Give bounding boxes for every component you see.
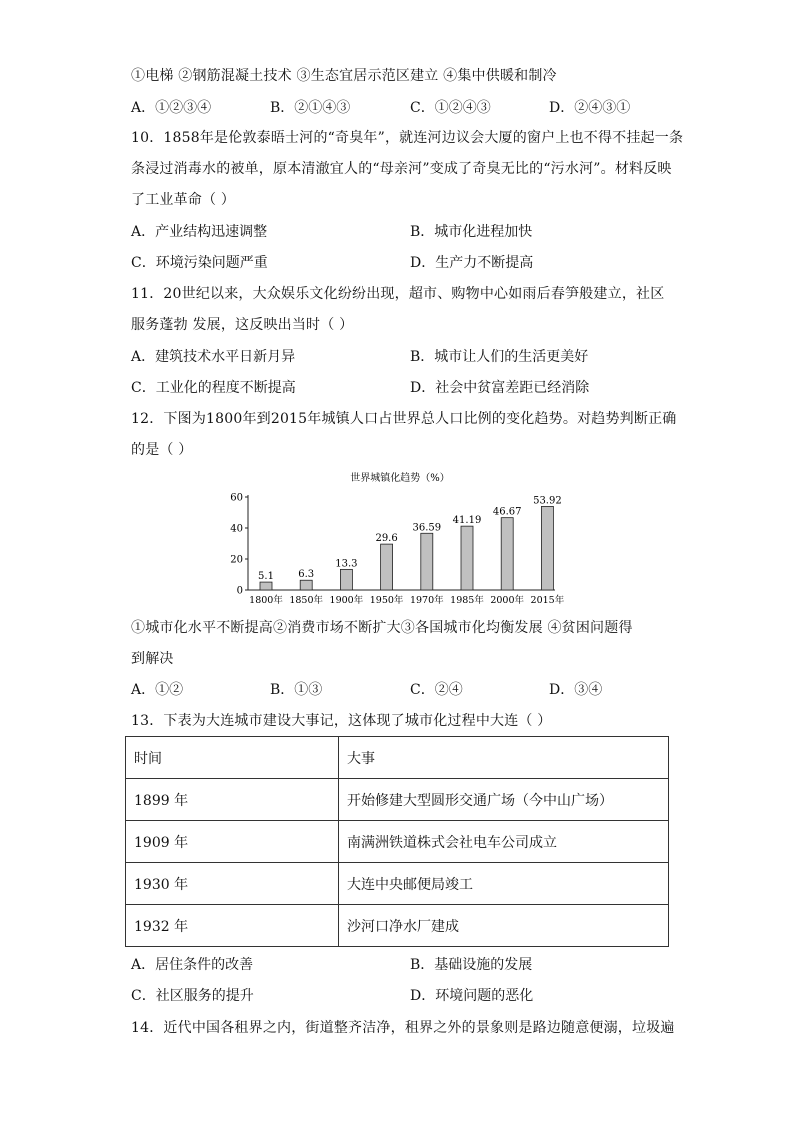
q9-items: ①电梯 ②钢筋混凝土技术 ③生态宜居示范区建立 ④集中供暖和制冷 [131, 68, 557, 84]
q10-line-2: 条浸过消毒水的被单，原本清澈宜人的“母亲河”变成了奇臭无比的“污水河”。材料反映 [131, 161, 672, 177]
x-tick-label: 1900年 [329, 595, 364, 606]
bar-value-label: 5.1 [258, 571, 274, 583]
y-tick-label: 20 [230, 554, 243, 566]
q12-option-a: A．①② [131, 682, 184, 698]
q11-option-d: D．社会中贫富差距已经消除 [410, 380, 590, 396]
q13-option-b: B．基础设施的发展 [410, 957, 533, 973]
bar-value-label: 41.19 [452, 515, 482, 527]
table-cell-event: 沙河口净水厂建成 [339, 905, 669, 947]
bar-value-label: 53.92 [533, 495, 562, 507]
q10-option-b: B．城市化进程加快 [410, 224, 533, 240]
table-cell-event: 大连中央邮便局竣工 [339, 863, 669, 905]
x-tick-label: 1950年 [369, 595, 404, 606]
q9-option-d: D．②④③① [549, 100, 631, 116]
q13-option-a: A．居住条件的改善 [131, 957, 254, 973]
table-row [126, 863, 669, 905]
table-cell-time: 1932 年 [126, 905, 339, 947]
q12-statements-line-2: 到解决 [131, 651, 174, 667]
bar-value-label: 36.59 [412, 522, 442, 534]
x-tick-label: 1850年 [289, 595, 324, 606]
bar [501, 518, 513, 590]
table-cell-time: 1909 年 [126, 821, 339, 863]
y-tick-label: 40 [230, 523, 243, 535]
q11-option-b: B．城市让人们的生活更美好 [410, 349, 589, 365]
bar-value-label: 13.3 [335, 558, 358, 570]
q10-option-d: D．生产力不断提高 [410, 255, 534, 271]
q13-option-d: D．环境问题的恶化 [410, 988, 534, 1004]
chart-title: 世界城镇化趋势（%） [350, 473, 450, 484]
q9-option-b: B．②①④③ [270, 100, 351, 116]
dalian-events-table [125, 736, 669, 947]
q11-option-c: C．工业化的程度不断提高 [131, 380, 296, 396]
q11-line-1: 11．20世纪以来，大众娱乐文化纷纷出现，超市、购物中心如雨后春笋般建立，社区 [131, 286, 665, 302]
table-row [126, 905, 669, 947]
q10-option-a: A．产业结构迅速调整 [131, 224, 268, 240]
q12-statements-line-1: ①城市化水平不断提高②消费市场不断扩大③各国城市化均衡发展 ④贫困问题得 [131, 620, 633, 636]
urbanization-chart [215, 468, 575, 608]
bar [461, 526, 473, 590]
x-tick-label: 2015年 [530, 595, 565, 606]
table-cell-event: 开始修建大型圆形交通广场（今中山广场） [339, 779, 669, 821]
q14-line: 14．近代中国各租界之内，街道整齐洁净，租界之外的景象则是路边随意便溺，垃圾遍 [131, 1020, 675, 1036]
x-tick-label: 2000年 [490, 595, 525, 606]
bar [541, 506, 553, 590]
q13-option-c: C．社区服务的提升 [131, 988, 254, 1004]
x-tick-label: 1800年 [249, 595, 283, 606]
bar-value-label: 6.3 [298, 569, 315, 581]
table-row [126, 779, 669, 821]
q9-option-c: C．①②④③ [410, 100, 491, 116]
table-header-event: 大事 [339, 737, 669, 779]
q9-option-a: A．①②③④ [131, 100, 212, 116]
bar [381, 544, 393, 590]
y-tick-label: 0 [236, 585, 243, 597]
q12-line-1: 12．下图为1800年到2015年城镇人口占世界总人口比例的变化趋势。对趋势判断正确 [131, 411, 677, 427]
bar [421, 533, 433, 590]
q10-line-1: 10．1858年是伦敦泰晤士河的“奇臭年”，就连河边议会大厦的窗户上也不得不挂起一条 [131, 130, 684, 146]
q12-option-b: B．①③ [270, 682, 323, 698]
q13-line: 13．下表为大连城市建设大事记，这体现了城市化过程中大连（ ） [131, 713, 552, 729]
q10-option-c: C．环境污染问题严重 [131, 255, 268, 271]
q10-line-3: 了工业革命（ ） [131, 192, 236, 208]
table-header-time: 时间 [126, 737, 339, 779]
q12-line-2: 的是（ ） [131, 442, 193, 458]
table-cell-time: 1930 年 [126, 863, 339, 905]
table-cell-event: 南满洲铁道株式会社电车公司成立 [339, 821, 669, 863]
bar [340, 569, 352, 590]
x-tick-label: 1970年 [409, 595, 444, 606]
x-tick-label: 1985年 [450, 595, 484, 606]
q11-line-2: 服务蓬勃 发展，这反映出当时（ ） [131, 317, 354, 333]
q11-option-a: A．建筑技术水平日新月异 [131, 349, 296, 365]
table-header-row [126, 737, 669, 779]
table-cell-time: 1899 年 [126, 779, 339, 821]
bar [300, 580, 312, 590]
urbanization-bar-chart [215, 468, 575, 608]
bar-value-label: 29.6 [375, 533, 398, 545]
table-row [126, 821, 669, 863]
q12-option-c: C．②④ [410, 682, 463, 698]
bar-value-label: 46.67 [492, 506, 522, 518]
y-tick-label: 60 [230, 492, 243, 504]
q12-option-d: D．③④ [549, 682, 603, 698]
bar [260, 582, 272, 590]
